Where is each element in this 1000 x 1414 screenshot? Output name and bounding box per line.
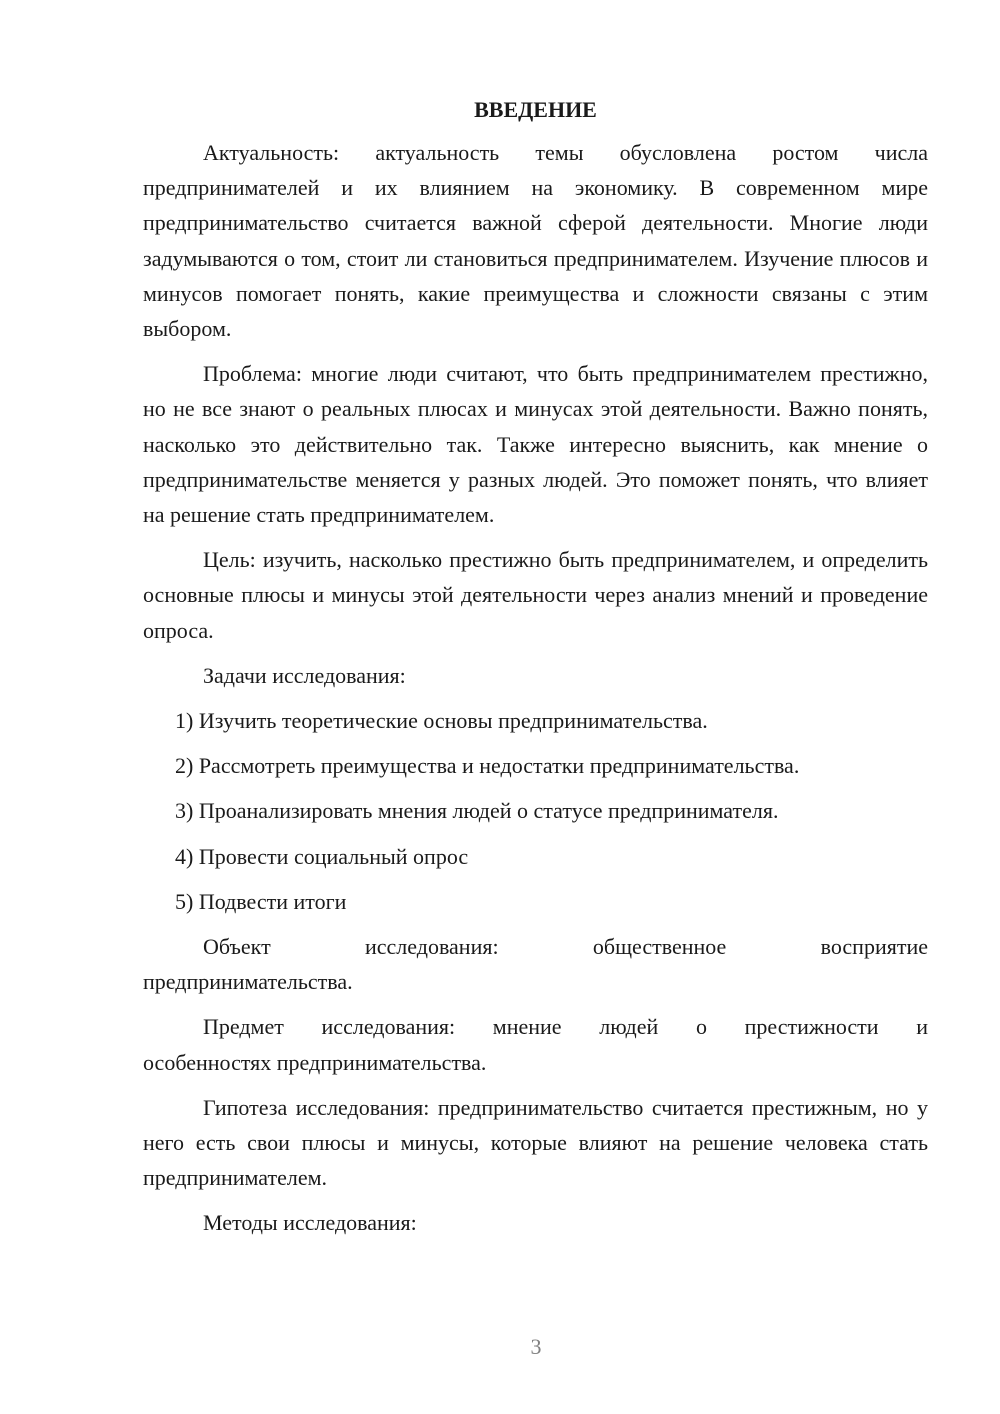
task-item-5: 5) Подвести итоги <box>175 888 347 914</box>
object-tail: предпринимательства. <box>143 969 353 995</box>
object-paragraph <box>143 929 928 999</box>
task-item-3: 3) Проанализировать мнения людей о статусе предпринимателя. <box>175 798 779 824</box>
page-content <box>143 92 928 1251</box>
tasks-list <box>143 703 928 919</box>
goal-paragraph: Цель: изучить, насколько престижно быть предпринимателем, и определить основные плюсы и минусы этой деятельности через анализ мнений и проведение опроса. <box>143 547 928 643</box>
object-line: Объект исследования: общественное восприятие <box>203 934 928 960</box>
subject-paragraph <box>143 1009 928 1079</box>
tasks-heading: Задачи исследования: <box>203 662 406 688</box>
task-item-4: 4) Провести социальный опрос <box>175 843 469 869</box>
methods-heading: Методы исследования: <box>203 1210 417 1236</box>
subject-tail: особенностях предпринимательства. <box>143 1049 487 1075</box>
hypothesis-paragraph: Гипотеза исследования: предпринимательство считается престижным, но у него есть свои плюсы и минусы, которые влияют на решение человека стать предпринимателем. <box>143 1094 928 1191</box>
subject-line: Предмет исследования: мнение людей о престижности и <box>203 1014 928 1040</box>
relevance-paragraph: Актуальность: актуальность темы обусловлена ростом числа предпринимателей и их влиянием на экономику. В современном мире предпринимательство считается важной сферой деятельности. Многие люди задумываются о том, стоит ли становиться предпринимателем. Изучение плюсов и минусов помогает понять, какие преимущества и сложности связаны с этим выбором. <box>143 140 928 342</box>
problem-paragraph: Проблема: многие люди считают, что быть предпринимателем престижно, но не все знают о реальных плюсах и минусах этой деятельности. Важно понять, насколько это действительно так. Также интересно выяснить, как мнение о предпринимательстве меняется у разных людей. Это поможет понять, что влияет на решение стать предпринимателем. <box>143 361 928 528</box>
task-item-2: 2) Рассмотреть преимущества и недостатки предпринимательства. <box>175 753 800 779</box>
task-item-1: 1) Изучить теоретические основы предпринимательства. <box>175 708 708 734</box>
page-title: ВВЕДЕНИЕ <box>474 97 597 122</box>
page-number: 3 <box>530 1334 542 1359</box>
